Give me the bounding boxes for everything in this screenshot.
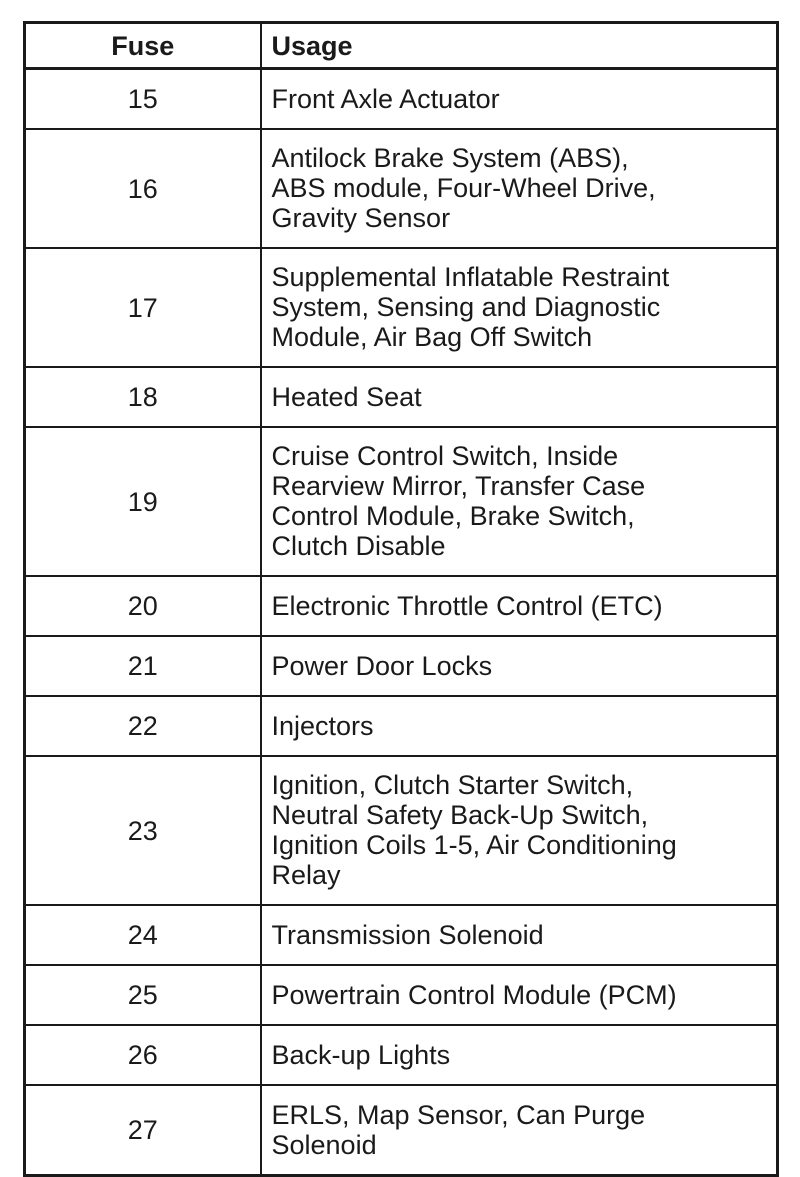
usage-column-header: Usage [261,23,778,69]
table-row [25,696,778,756]
fuse-number: 26 [25,1025,261,1085]
table-row [25,756,778,905]
fuse-usage: Cruise Control Switch, Inside Rearview Mirror, Transfer Case Control Module, Brake Switch, Clutch Disable [261,427,778,576]
fuse-usage-table [23,21,779,1177]
fuse-number: 18 [25,367,261,427]
fuse-usage: Power Door Locks [261,636,778,696]
fuse-number: 23 [25,756,261,905]
table-row [25,965,778,1025]
table-row [25,69,778,130]
fuse-usage: Back-up Lights [261,1025,778,1085]
table-row [25,367,778,427]
table-row [25,248,778,367]
fuse-usage: Powertrain Control Module (PCM) [261,965,778,1025]
table-row [25,129,778,248]
fuse-number: 15 [25,69,261,130]
fuse-usage: Transmission Solenoid [261,905,778,965]
fuse-number: 22 [25,696,261,756]
fuse-number: 17 [25,248,261,367]
table-row [25,427,778,576]
fuse-number: 20 [25,576,261,636]
fuse-usage: Electronic Throttle Control (ETC) [261,576,778,636]
fuse-number: 19 [25,427,261,576]
table-header-row [25,23,778,69]
fuse-number: 16 [25,129,261,248]
fuse-number: 25 [25,965,261,1025]
table-row [25,1085,778,1176]
table-row [25,1025,778,1085]
table-row [25,905,778,965]
fuse-usage: Heated Seat [261,367,778,427]
fuse-number: 21 [25,636,261,696]
fuse-number: 27 [25,1085,261,1176]
fuse-usage: Supplemental Inflatable Restraint System, Sensing and Diagnostic Module, Air Bag Off Switch [261,248,778,367]
table-row [25,576,778,636]
table-row [25,636,778,696]
fuse-usage: ERLS, Map Sensor, Can Purge Solenoid [261,1085,778,1176]
fuse-number: 24 [25,905,261,965]
fuse-column-header: Fuse [25,23,261,69]
fuse-usage: Antilock Brake System (ABS), ABS module, Four-Wheel Drive, Gravity Sensor [261,129,778,248]
fuse-usage: Injectors [261,696,778,756]
fuse-usage: Front Axle Actuator [261,69,778,130]
fuse-usage: Ignition, Clutch Starter Switch, Neutral Safety Back-Up Switch, Ignition Coils 1-5, Air Conditioning Relay [261,756,778,905]
